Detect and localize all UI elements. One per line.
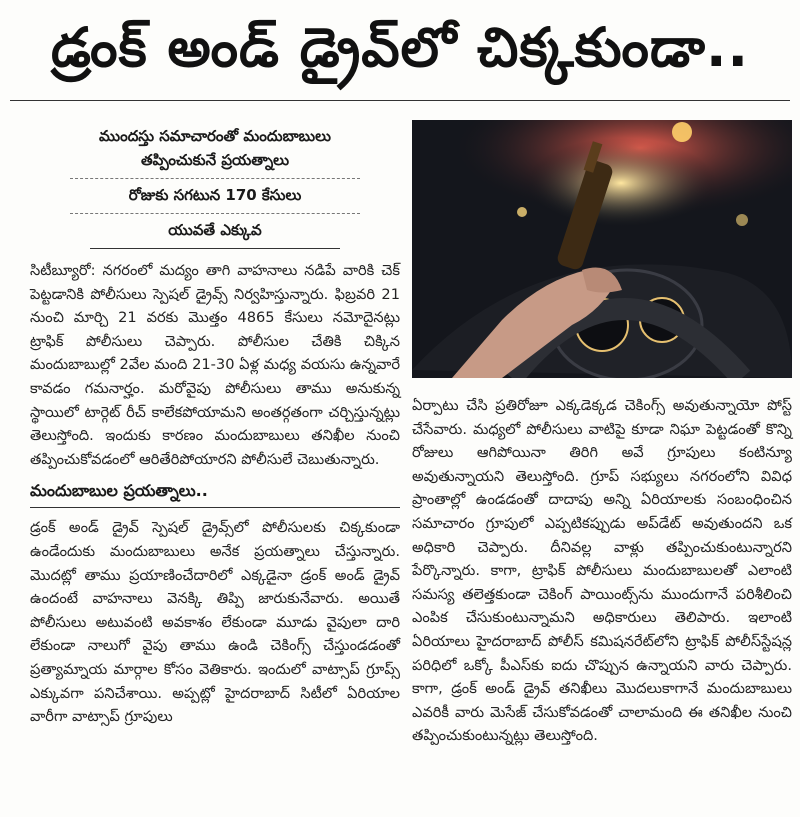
kicker-line-2: రోజుకు సగటున 170 కేసులు [70, 179, 360, 214]
kicker-line-3: యువతే ఎక్కువ [90, 214, 340, 249]
photo-illustration [412, 120, 792, 378]
left-column [30, 120, 400, 729]
article-paragraph-1: సిటీబ్యూరో: నగరంలో మద్యం తాగి వాహనాలు నడిపే వారికి చెక్ పెట్టడానికి పోలీసులు స్పెషల్ డ్రైవ్స్ నిర్వహిస్తున్నారు. ఫిబ్రవరి 21 నుంచి మార్చి 21 వరకు మొత్తం 4865 కేసులు నమోదైనట్లు ట్రాఫిక్ పోలీసులు చెప్పారు. పోలీసుల చేతికి చిక్కిన మందుబాబుల్లో 2వేల మంది 21-30 ఏళ్ల మధ్య వయసు ఉన్నవారే కావడం గమనార్హం. మరోవైపు పోలీసులు తాము అనుకున్న స్థాయిలో టార్గెట్ రీచ్ కాలేకపోయామని అంతర్గతంగా చర్చిస్తున్నట్లు తెలుస్తోంది. ఇందుకు కారణం మందుబాబులు తనిఖీల నుంచి తప్పించుకోవడంలో ఆరితేరిపోయారని పోలీసులే చెబుతున్నారు. [30, 262, 400, 468]
right-column [412, 120, 792, 748]
article-paragraph-3: ఏర్పాటు చేసి ప్రతిరోజూ ఎక్కడెక్కడ చెకింగ్స్ అవుతున్నాయో పోస్ట్ చేసేవారు. మధ్యలో పోలీసులు వాటిపై కూడా నిఘా పెట్టడంతో కొన్ని రోజులు ఆగిపోయినా తిరిగి అవే గ్రూపులు కంటిన్యూ అవుతున్నాయని తెలుస్తోంది. గ్రూప్ సభ్యులు నగరంలోని వివిధ ప్రాంతాల్లో ఉండడంతో దాదాపు అన్ని ఏరియాలకు సంబంధించిన సమాచారం గ్రూపులో ఎప్పటికప్పుడు అప్‌డేట్ అవుతుందని ఒక అధికారి చెప్పారు. దీనివల్ల వాళ్లు తప్పించుకుంటున్నారని పేర్కొన్నారు. కాగా, ట్రాఫిక్ పోలీసులు మందుబాబులతో ఎలాంటి సమస్య తలెత్తకుండా చెకింగ్ పాయింట్స్‌ను ముందుగానే పరిశీలించి ఎంపిక చేసుకుంటున్నామని అధికారులు తెలిపారు. ఇలాంటి ఏరియాలు హైదరాబాద్ పోలీస్ కమిషనరేట్‌లోని ట్రాఫిక్ పోలీస్‌స్టేషన్ల పరిధిలో ఒక్కో పీఎస్‌కు ఐదు చొప్పున ఉన్నాయని వారు చెప్పారు. కాగా, డ్రంక్ అండ్ డ్రైవ్ తనిఖీలు మొదలుకాగానే మందుబాబులు ఎవరికీ వారు మెసేజ్ చేసుకోవడంతో చాలామంది ఈ తనిఖీల నుంచి తప్పించుకుంటున్నట్లు తెలుస్తోంది. [412, 397, 792, 745]
kicker-block [30, 120, 400, 249]
article-subhead: మందుబాబుల ప్రయత్నాలు.. [30, 477, 400, 508]
headline-rule [10, 100, 790, 101]
drink-driving-photo [412, 120, 792, 378]
article-paragraph-2: డ్రంక్ అండ్ డ్రైవ్ స్పెషల్ డ్రైవ్స్‌లో పోలీసులకు చిక్కకుండా ఉండేందుకు మందుబాబులు అనేక ప్రయత్నాలు చేస్తున్నారు. మొదట్లో తాము ప్రయాణించేదారిలో ఎక్కడైనా డ్రంక్ అండ్ డ్రైవ్ ఉందంటే వాహనాలు వెనక్కి తిప్పి జారుకునేవారు. అయితే పోలీసులు అటువంటి అవకాశం లేకుండా మూడు వైపులా దారి లేకుండా నాలుగో వైపు తాము ఉండి చెకింగ్స్ చేస్తుండడంతో ప్రత్యామ్నాయ మార్గాల కోసం వెతికారు. ఇందులో వాట్సాప్ గ్రూప్స్ ఎక్కువగా పనిచేశాయి. అప్పట్లో హైదరాబాద్ సిటీలో ఏరియాల వారీగా వాట్సాప్ గ్రూపులు [30, 519, 400, 726]
headline: డ్రంక్ అండ్ డ్రైవ్‌లో చిక్కకుండా.. [50, 16, 750, 79]
kicker-line-1: ముందస్తు సమాచారంతో మందుబాబులు తప్పించుకునే ప్రయత్నాలు [70, 120, 360, 179]
